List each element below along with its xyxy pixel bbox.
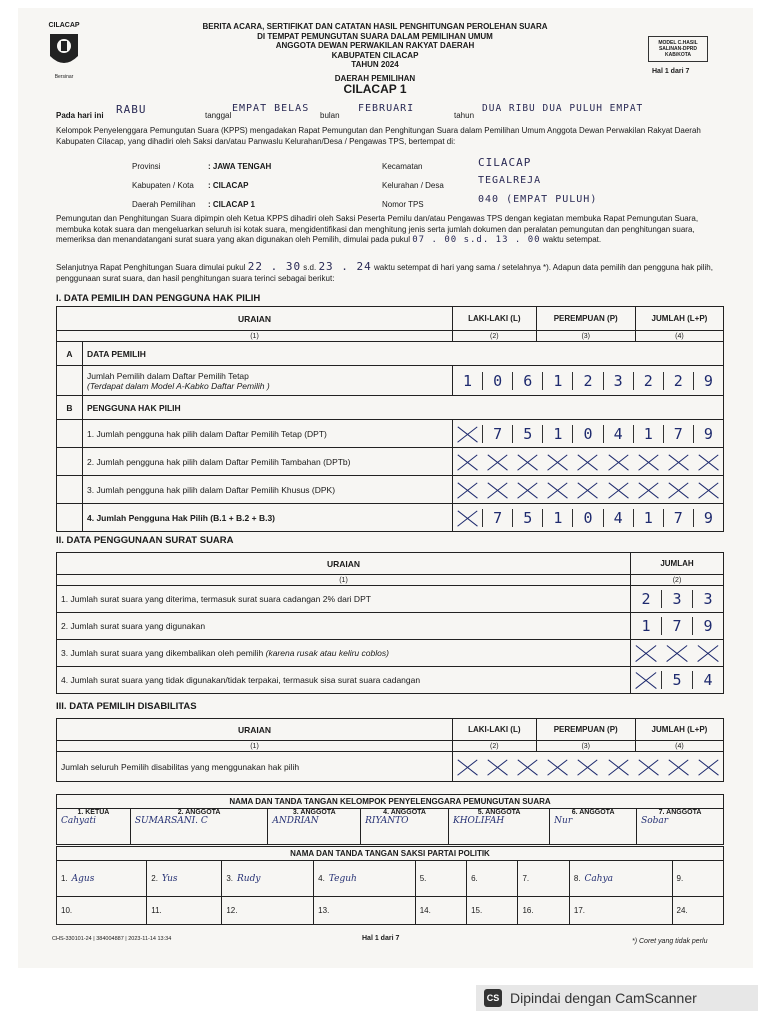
saksi-cell (467, 897, 518, 925)
kpps-signature: Sobar (641, 816, 669, 826)
saksi-row (57, 897, 724, 925)
kpps-role: 2. ANGGOTA (177, 809, 221, 816)
camscanner-icon: CS (484, 989, 502, 1007)
digit-box: 0 (482, 372, 512, 390)
saksi-number: 11. (151, 906, 162, 915)
kpps-signature: Cahyati (61, 816, 96, 826)
saksi-cell (569, 897, 672, 925)
header-line: BERITA ACARA, SERTIFIKAT DAN CATATAN HASIL PENGHITUNGAN PEROLEHAN SUARA (202, 22, 548, 31)
count-paragraph (56, 262, 724, 284)
footer-note: *) Coret yang tidak perlu (632, 938, 708, 945)
kabupaten-label: Kabupaten / Kota (132, 181, 194, 190)
provinsi-label: Provinsi (132, 162, 161, 171)
col-jumlah: JUMLAH (631, 553, 724, 575)
saksi-number: 4. (318, 874, 325, 883)
tps-value: 040 (EMPAT PULUH) (478, 194, 598, 205)
kpps-signature: KHOLIFAH (452, 816, 505, 826)
tanggal-value: EMPAT BELAS (232, 103, 310, 114)
section2-title: II. DATA PENGGUNAAN SURAT SUARA (56, 535, 234, 546)
kpps-signature: ANDRIAN (272, 816, 319, 826)
b4-label: 4. Jumlah Pengguna Hak Pilih (B.1 + B.2 + B.3) (83, 504, 453, 532)
num-2: (2) (453, 331, 537, 342)
kelurahan-label: Kelurahan / Desa (382, 181, 444, 190)
digit-box: 0 (572, 509, 602, 527)
kpps-role: 7. ANGGOTA (658, 809, 702, 816)
saksi-cell (415, 897, 466, 925)
bulan-value: FEBRUARI (358, 103, 415, 114)
document-header (150, 22, 600, 96)
section2-table (56, 552, 724, 694)
section1-table (56, 306, 724, 532)
ss-label-4: 4. Jumlah surat suara yang tidak digunakan/tidak terpakai, termasuk sisa surat suara cadangan (57, 667, 631, 694)
digit-box: 1 (542, 509, 572, 527)
header-line: TAHUN 2024 (351, 60, 399, 69)
col-jumlah: JUMLAH (L+P) (635, 719, 723, 741)
tps-label: Nomor TPS (382, 200, 424, 209)
header-row (57, 719, 724, 741)
digit-box: 4 (603, 425, 633, 443)
num-2: (2) (453, 741, 537, 752)
header-row (57, 307, 724, 331)
ss-row-1 (57, 586, 724, 613)
digit-box: 1 (633, 425, 663, 443)
digit-box: 9 (693, 372, 723, 390)
timing-text: Pemungutan dan Penghitungan Suara dipimpin oleh Ketua KPPS dihadiri oleh Saksi Peserta Pemilu dan/atau Pengawas TPS dengan kegiatan membuka Rapat Pemungutan Suara, membuka kotak suara dan mengeluarkan seluruh isi kotak suara, mengidentifikasi dan menghitung jenis serta jumlah dokumen dan peralatan pemungutan dan penghitungan suara, memeriksa dan menandatangani surat suara yang akan digunakan oleh Pemilih, dimulai pada pukul (56, 214, 699, 244)
saksi-signature: Cahya (584, 874, 614, 884)
saksi-table (56, 846, 724, 925)
model-box (648, 36, 708, 62)
dpt-label (83, 366, 453, 396)
waktu-text: waktu setempat. (542, 235, 602, 244)
kpps-role: 5. ANGGOTA (477, 809, 521, 816)
saksi-number: 9. (676, 874, 684, 883)
num-3: (3) (536, 331, 635, 342)
kpps-title: NAMA DAN TANDA TANGAN KELOMPOK PENYELENGGARA PEMUNGUTAN SUARA (57, 795, 724, 809)
digit-box: 7 (663, 425, 693, 443)
number-row (57, 741, 724, 752)
saksi-cell (672, 897, 723, 925)
header-row (57, 553, 724, 575)
saksi-number: 8. (573, 874, 581, 883)
saksi-number: 15. (471, 906, 483, 915)
page-number: Hal 1 dari 7 (652, 68, 690, 75)
saksi-cell (147, 861, 222, 897)
disabilitas-label: Jumlah seluruh Pemilih disabilitas yang menggunakan hak pilih (57, 752, 453, 782)
pada-hari-ini: Pada hari ini (56, 111, 104, 120)
saksi-row (57, 861, 724, 897)
kpps-cell (130, 809, 268, 845)
number-row (57, 575, 724, 586)
num-1: (1) (57, 741, 453, 752)
digit-box: 1 (641, 617, 651, 635)
digit-box: 5 (512, 509, 542, 527)
num-1: (1) (57, 575, 631, 586)
col-uraian: URAIAN (57, 553, 631, 575)
kpps-cell (57, 809, 131, 845)
row-b4 (57, 504, 724, 532)
header-line: KABUPATEN CILACAP (331, 50, 419, 60)
ss-row-4 (57, 667, 724, 694)
kelurahan-value: TEGALREJA (478, 175, 542, 186)
col-laki: LAKI-LAKI (L) (453, 719, 537, 741)
camscanner-watermark (476, 985, 758, 1011)
saksi-cell (467, 861, 518, 897)
camscanner-text: Dipindai dengan CamScanner (510, 990, 697, 1006)
saksi-title: NAMA DAN TANDA TANGAN SAKSI PARTAI POLITIK (57, 847, 724, 861)
saksi-cell (147, 897, 222, 925)
b2-label: 2. Jumlah pengguna hak pilih dalam Daftar Pemilih Tambahan (DPTb) (83, 448, 453, 476)
col-perempuan: PEREMPUAN (P) (536, 307, 635, 331)
ss-text-3: 3. Jumlah surat suara yang dikembalikan oleh pemilih (61, 648, 264, 658)
digit-box: 9 (693, 425, 723, 443)
digit-box: 9 (693, 509, 723, 527)
saksi-number: 24. (676, 906, 688, 915)
saksi-cell (57, 897, 147, 925)
count-end: 23 . 24 (318, 260, 372, 273)
digit-box: 2 (572, 372, 602, 390)
disabilitas-row (57, 752, 724, 782)
tanggal-label: tanggal (205, 111, 232, 120)
digit-box: 1 (542, 425, 572, 443)
tahun-value: DUA RIBU DUA PULUH EMPAT (482, 103, 644, 114)
kpps-signature: RIYANTO (365, 816, 409, 826)
count-text-b: waktu setempat di hari yang sama / setelahnya *). Adapun data pemilih dan pengguna hak pilih, penggunaan surat suara, dan hasil penghitungan suara terinci sebagai berikut: (56, 263, 713, 283)
saksi-cell (222, 861, 314, 897)
digit-box: 4 (603, 509, 633, 527)
row-b2 (57, 448, 724, 476)
saksi-number: 3. (226, 874, 234, 883)
saksi-cell (518, 897, 569, 925)
header-line: DI TEMPAT PEMUNGUTAN SUARA DALAM PEMILIHAN UMUM (257, 31, 493, 41)
model-line: MODEL C.HASIL (658, 40, 698, 46)
ss-label-1: 1. Jumlah surat suara yang diterima, termasuk surat suara cadangan 2% dari DPT (57, 586, 631, 613)
saksi-number: 10. (61, 906, 73, 915)
saksi-cell (222, 897, 314, 925)
hari-value: RABU (116, 103, 147, 116)
saksi-signature: Rudy (237, 874, 261, 884)
ss-row-3 (57, 640, 724, 667)
saksi-signature: Agus (71, 874, 95, 884)
saksi-cell (57, 861, 147, 897)
kpps-cell (268, 809, 361, 845)
footer-page: Hal 1 dari 7 (362, 935, 400, 942)
ss-note-3: (karena rusak atau keliru coblos) (265, 648, 389, 658)
kpps-role: 3. ANGGOTA (292, 809, 336, 816)
digit-box: 1 (463, 371, 473, 390)
letter-b: B (57, 396, 83, 420)
kpps-row (57, 809, 724, 845)
bulan-label: bulan (320, 111, 340, 120)
row-a-dpt (57, 366, 724, 396)
digit-box: 9 (692, 617, 723, 635)
kpps-cell (448, 809, 549, 845)
model-line: KAB/KOTA (664, 52, 691, 58)
logo-text: CILACAP (48, 22, 80, 29)
kpps-role: 4. ANGGOTA (383, 809, 426, 816)
saksi-cell (672, 861, 723, 897)
start-time: 07 . 00 s.d. 13 . 00 (412, 235, 541, 245)
digit-box: 0 (572, 425, 602, 443)
num-4: (4) (635, 741, 723, 752)
saksi-number: 7. (522, 874, 530, 883)
ss-label-3 (57, 640, 631, 667)
crossed-box (453, 509, 482, 527)
saksi-number: 13. (318, 906, 330, 915)
row-b3 (57, 476, 724, 504)
digit-box: 5 (512, 425, 542, 443)
digit-box: 3 (603, 372, 633, 390)
kpps-role: 6. ANGGOTA (571, 809, 615, 816)
kpps-cell (550, 809, 637, 845)
letter-a: A (57, 342, 83, 366)
digit-box: 2 (633, 372, 663, 390)
count-text: Selanjutnya Rapat Penghitungan Suara dimulai pukul (56, 263, 246, 272)
model-line: SALINAN-DPRD (658, 46, 698, 52)
col-uraian: URAIAN (57, 719, 453, 741)
kpps-signature: Nur (554, 816, 573, 826)
dapil-label: DAERAH PEMILIHAN (334, 73, 416, 83)
header-line: ANGGOTA DEWAN PERWAKILAN RAKYAT DAERAH (275, 41, 475, 50)
dapil-value: : CILACAP 1 (208, 200, 255, 209)
saksi-number: 1. (61, 874, 68, 883)
pengguna-title: PENGGUNA HAK PILIH (83, 396, 724, 420)
number-row (57, 331, 724, 342)
digit-box: 4 (692, 671, 723, 689)
saksi-cell (569, 861, 672, 897)
saksi-number: 14. (419, 906, 431, 915)
ss-label-2: 2. Jumlah surat suara yang digunakan (57, 613, 631, 640)
col-jumlah: JUMLAH (L+P) (635, 307, 723, 331)
count-start: 22 . 30 (247, 260, 302, 273)
saksi-number: 12. (226, 906, 238, 915)
crossed-box (631, 671, 661, 689)
provinsi-value: : JAWA TENGAH (208, 162, 272, 171)
digit-box: 2 (663, 372, 693, 390)
digit-box: 2 (641, 590, 651, 608)
kecamatan-label: Kecamatan (382, 162, 423, 171)
b1-label: 1. Jumlah pengguna hak pilih dalam Daftar Pemilih Tetap (DPT) (83, 420, 453, 448)
digit-box: 7 (663, 509, 693, 527)
kpps-signature: SUMARSANI. C (134, 816, 208, 826)
digit-box: 7 (482, 425, 512, 443)
dapil-title: CILACAP 1 (343, 82, 407, 96)
row-a-title (57, 342, 724, 366)
kpps-role: 1. KETUA (77, 809, 110, 816)
col-laki: LAKI-LAKI (L) (453, 307, 537, 331)
saksi-cell (518, 861, 569, 897)
tahun-label: tahun (454, 111, 475, 120)
digit-box: 3 (661, 590, 692, 608)
digit-box: 5 (661, 671, 692, 689)
digit-box: 7 (482, 509, 512, 527)
saksi-number: 2. (151, 874, 158, 883)
kabupaten-value: : CILACAP (208, 181, 249, 190)
saksi-number: 5. (419, 874, 427, 883)
saksi-cell (415, 861, 466, 897)
kpps-cell (637, 809, 724, 845)
saksi-signature: Teguh (328, 874, 357, 884)
saksi-number: 17. (573, 906, 585, 915)
crossed-box (453, 425, 482, 443)
ss-row-2 (57, 613, 724, 640)
section3-table (56, 718, 724, 782)
num-2: (2) (631, 575, 724, 586)
digit-box: 7 (661, 617, 692, 635)
col-perempuan: PEREMPUAN (P) (536, 719, 635, 741)
row-b1 (57, 420, 724, 448)
sd-text: s.d. (303, 263, 317, 272)
kpps-cell (361, 809, 449, 845)
data-pemilih-title: DATA PEMILIH (83, 342, 724, 366)
num-1: (1) (57, 331, 453, 342)
digit-box: 3 (692, 590, 723, 608)
timing-paragraph (56, 214, 724, 246)
col-uraian: URAIAN (57, 307, 453, 331)
dpt-subtext: (Terdapat dalam Model A-Kabko Daftar Pemilih ) (87, 380, 270, 391)
saksi-cell (314, 861, 416, 897)
saksi-number: 16. (522, 906, 534, 915)
intro-paragraph: Kelompok Penyelenggara Pemungutan Suara (KPPS) mengadakan Rapat Pemungutan dan Penghitungan Suara dalam Pemilihan Umum Anggota Dewan Perwakilan Rakyat Daerah Kabupaten Cilacap, yang dihadiri oleh Saksi dan/atau Panwaslu Kelurahan/Desa / Pengawas TPS, bertempat di: (56, 126, 701, 146)
footer-code: CHS-330101-24 | 384004887 | 2023-11-14 13:34 (52, 936, 172, 942)
kpu-logo (44, 26, 84, 78)
section3-title: III. DATA PEMILIH DISABILITAS (56, 701, 197, 712)
dpt-text: Jumlah Pemilih dalam Daftar Pemilih Tetap (87, 370, 249, 381)
signature-table (56, 794, 724, 845)
logo-subtext: Bersinar (54, 74, 74, 80)
row-b-title (57, 396, 724, 420)
saksi-cell (314, 897, 416, 925)
kecamatan-value: CILACAP (478, 156, 532, 169)
dpt-values (453, 366, 724, 396)
num-3: (3) (536, 741, 635, 752)
digit-box: 1 (633, 509, 663, 527)
num-4: (4) (635, 331, 723, 342)
saksi-number: 6. (471, 874, 478, 883)
digit-box: 1 (542, 372, 572, 390)
b3-label: 3. Jumlah pengguna hak pilih dalam Daftar Pemilih Khusus (DPK) (83, 476, 453, 504)
saksi-signature: Yus (161, 874, 178, 884)
digit-box: 6 (512, 372, 542, 390)
section1-title: I. DATA PEMILIH DAN PENGGUNA HAK PILIH (56, 293, 261, 304)
dapil-label: Daerah Pemilihan (132, 200, 196, 209)
